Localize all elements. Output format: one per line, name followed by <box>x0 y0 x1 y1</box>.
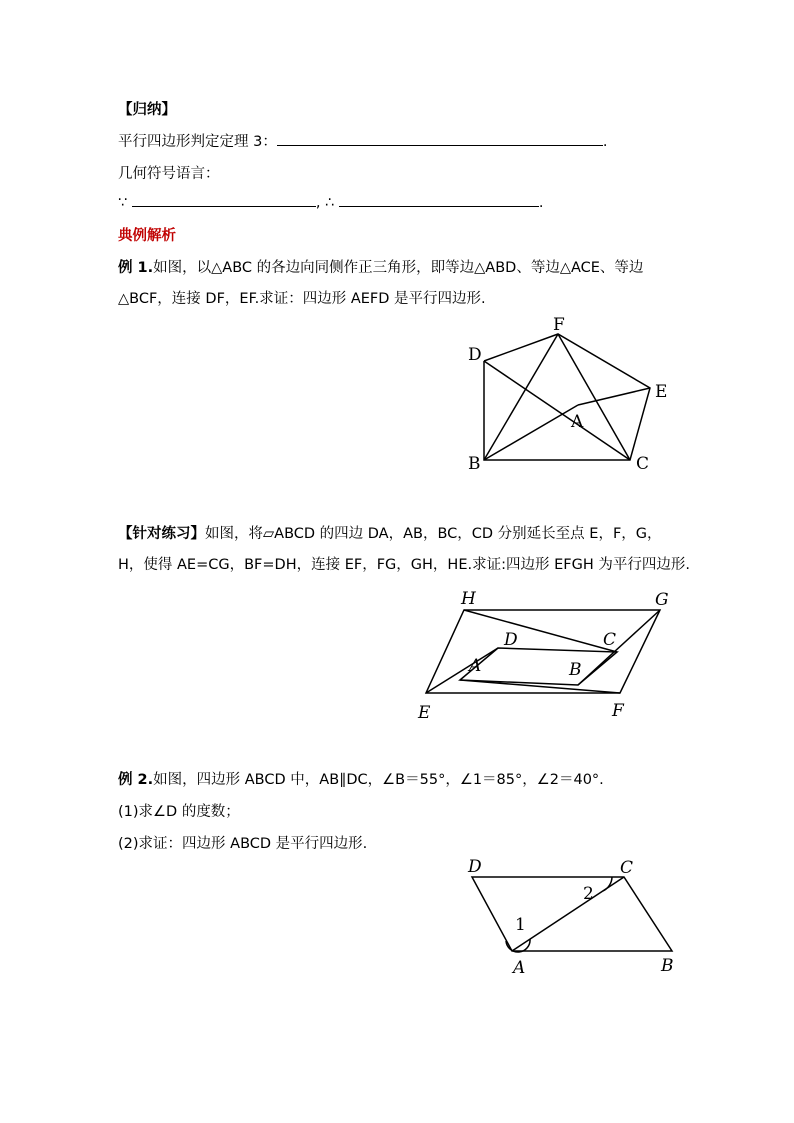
fig1-label-f: F <box>553 315 565 335</box>
fig1-label-e: E <box>655 382 668 402</box>
fig2-label-d: D <box>504 630 518 650</box>
example1-label: 例 1. <box>118 260 154 276</box>
fig1-label-b: B <box>468 454 481 474</box>
fig2-label-c: C <box>603 630 617 650</box>
example2-question2: (2)求证：四边形 ABCD 是平行四边形. <box>118 836 368 852</box>
example2-question1: (1)求∠D 的度数； <box>118 804 240 820</box>
practice-label: 【针对练习】 <box>118 526 205 542</box>
fig3-label-d: D <box>468 857 482 877</box>
theorem-end: . <box>602 134 608 150</box>
examples-heading: 典例解析 <box>118 228 176 244</box>
fig3-label-c: C <box>620 858 634 878</box>
example2-text1: 如图，四边形 ABCD 中，AB∥DC，∠B＝55°，∠1＝85°，∠2＝40°. <box>153 772 604 788</box>
because-symbol: ∵ <box>118 195 128 211</box>
fig3-label-angle2: 2 <box>583 884 594 904</box>
fig3-label-angle1: 1 <box>515 915 526 935</box>
fig3-label-a: A <box>513 958 526 978</box>
fig3-angle2-arc <box>603 877 612 891</box>
fig2-label-e: E <box>418 703 431 723</box>
fig3-quadrilateral-abcd <box>472 877 672 951</box>
fig2-label-a: A <box>469 656 482 676</box>
fig2-label-f: F <box>612 701 624 721</box>
fig1-label-c: C <box>636 454 650 474</box>
practice-text2: H，使得 AE=CG，BF=DH，连接 EF，FG，GH，HE.求证:四边形 EFGH 为平行四边形. <box>118 557 690 573</box>
summary-heading: 【归纳】 <box>118 102 176 118</box>
therefore-symbol: , ∴ <box>315 195 335 211</box>
practice-text1: 如图，将▱ABCD 的四边 DA，AB，BC，CD 分别延长至点 E，F，G， <box>205 526 662 542</box>
example2-label: 例 2. <box>118 772 154 788</box>
fig3-label-b: B <box>661 956 674 976</box>
symbol-language-label: 几何符号语言： <box>118 166 220 182</box>
fig2-label-b: B <box>569 660 582 680</box>
symbol-end: . <box>538 195 544 211</box>
example1-text1: 如图，以△ABC 的各边向同侧作正三角形，即等边△ABD、等边△ACE、等边 <box>153 260 644 276</box>
fig2-label-g: G <box>655 590 669 610</box>
example1-text2: △BCF，连接 DF，EF.求证：四边形 AEFD 是平行四边形. <box>118 291 486 307</box>
fig1-label-d: D <box>468 345 482 365</box>
theorem-label: 平行四边形判定定理 3： <box>118 134 277 150</box>
fig2-label-h: H <box>461 589 476 609</box>
fig1-label-a: A <box>571 412 584 432</box>
